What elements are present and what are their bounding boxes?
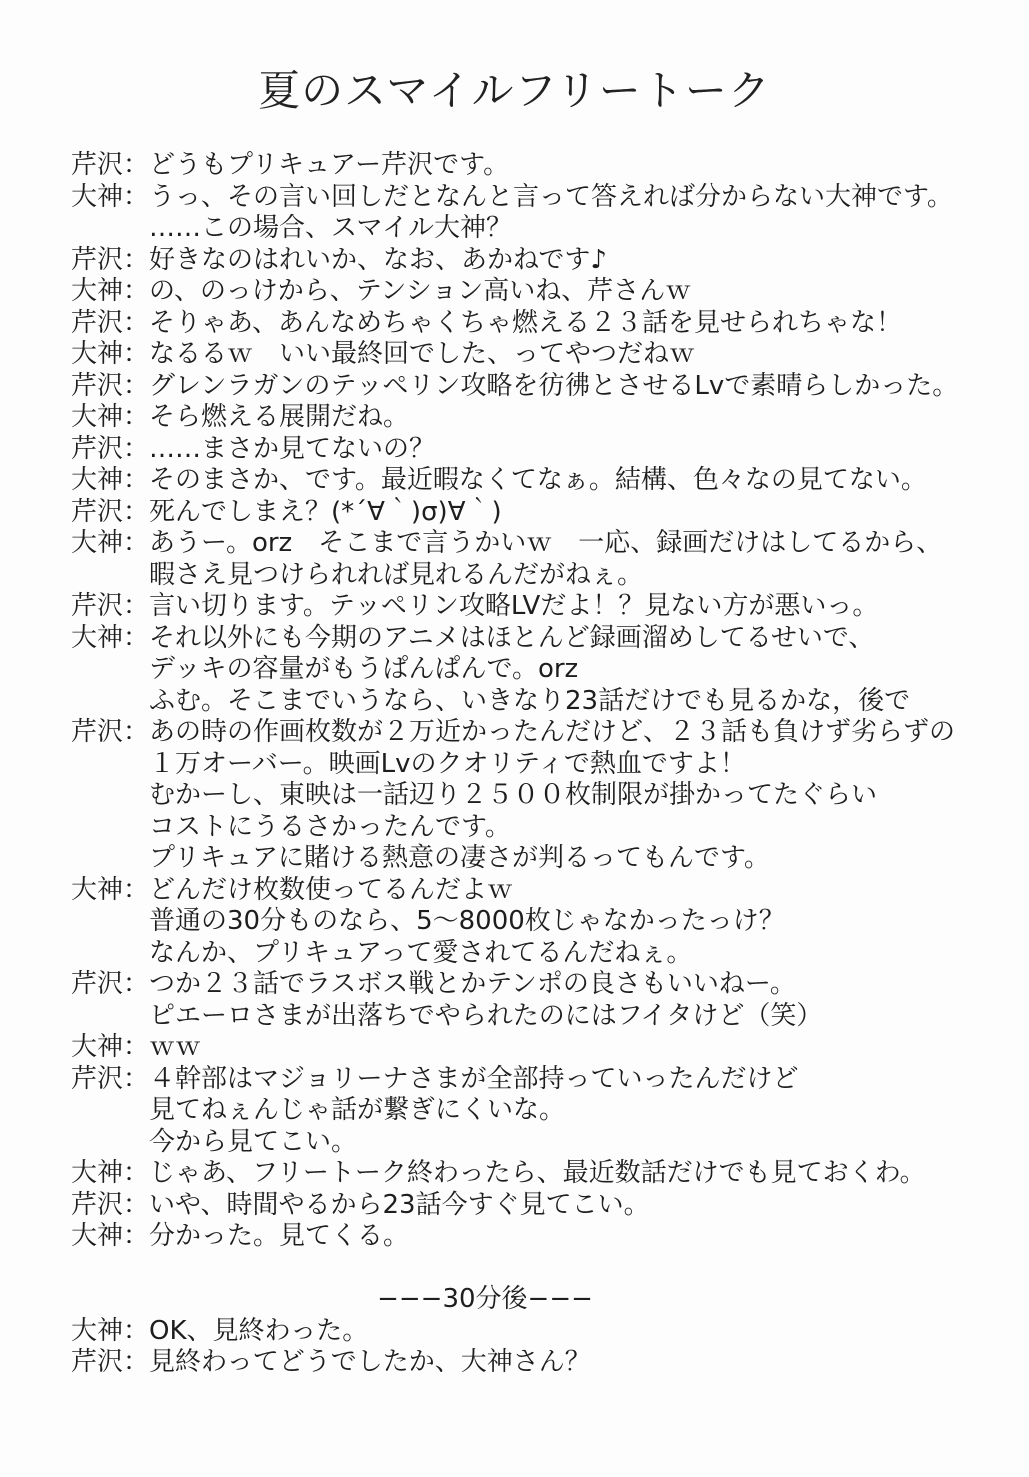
speaker-label: 大神： — [71, 276, 150, 306]
dialogue-line — [71, 969, 1029, 1001]
dialogue-line — [71, 213, 1029, 245]
line-text: 今から見てこい。 — [149, 1126, 358, 1157]
dialogue-block — [71, 150, 1029, 1379]
dialogue-line — [71, 1221, 1029, 1253]
page-title: 夏のスマイルフリートーク — [258, 66, 771, 115]
speaker-label: 大神： — [71, 402, 150, 432]
line-text: あうー。orz そこまで言うかいｗ 一応、録画だけはしてるから、 — [149, 528, 943, 558]
dialogue-line — [71, 1095, 1029, 1127]
scene-divider: −−−30分後−−− — [377, 1284, 593, 1314]
dialogue-line — [71, 591, 1029, 623]
speaker-label: 大神： — [71, 339, 150, 369]
line-text: ……まさか見てないの？ — [149, 433, 436, 464]
speaker-label — [71, 1001, 149, 1033]
line-text: 分かった。見てくる。 — [149, 1221, 410, 1251]
line-text: の、のっけから、テンション高いね、芹さんｗ — [149, 276, 692, 306]
speaker-label: 芹沢： — [71, 496, 150, 527]
line-text: そら燃える展開だね。 — [149, 402, 410, 432]
dialogue-line — [71, 686, 1029, 718]
line-text: なるるｗ いい最終回でした、ってやつだねｗ — [149, 339, 696, 369]
speaker-label — [71, 749, 149, 781]
dialogue-line — [71, 1347, 1029, 1379]
speaker-label: 芹沢： — [71, 969, 150, 999]
dialogue-line — [71, 560, 1029, 592]
speaker-label — [71, 1095, 149, 1127]
dialogue-line — [71, 1001, 1029, 1033]
speaker-label: 芹沢： — [71, 307, 150, 338]
dialogue-line — [71, 182, 1029, 214]
line-text: OK、見終わった。 — [149, 1315, 369, 1346]
line-text: ｗｗ — [149, 1032, 202, 1062]
dialogue-line — [71, 906, 1029, 938]
line-text: 暇さえ見つけられれば見れるんだがねぇ。 — [149, 559, 644, 590]
line-text: つか２３話でラスボス戦とかテンポの良さもいいねー。 — [149, 969, 796, 999]
dialogue-line — [71, 245, 1029, 277]
line-text: どんだけ枚数使ってるんだよｗ — [149, 874, 514, 905]
line-text: そのまさか、です。最近暇なくてなぁ。結構、色々なの見てない。 — [149, 465, 927, 495]
dialogue-line — [71, 1158, 1029, 1190]
speaker-label — [71, 1127, 149, 1159]
dialogue-line — [71, 875, 1029, 907]
dialogue-line — [71, 780, 1029, 812]
dialogue-line — [71, 276, 1029, 308]
line-text: ピエーロさまが出落ちでやられたのにはフイタけど（笑） — [149, 1000, 823, 1031]
line-text: ……この場合、スマイル大神？ — [149, 213, 512, 243]
line-text: それ以外にも今期のアニメはほとんど録画溜めしてるせいで、 — [149, 622, 875, 653]
line-text: 見終わってどうでしたか、大神さん？ — [149, 1347, 591, 1377]
dialogue-line — [71, 938, 1029, 970]
speaker-label: 大神： — [71, 465, 150, 495]
speaker-label — [71, 938, 149, 970]
line-text: １万オーバー。映画Lvのクオリティで熱血ですよ！ — [149, 748, 746, 779]
speaker-label: 芹沢： — [71, 150, 150, 180]
speaker-label: 芹沢： — [71, 717, 150, 747]
speaker-label — [71, 812, 149, 844]
line-text: 死んでしまえ？(*´∀｀)σ)∀｀) — [149, 496, 502, 527]
speaker-label: 大神： — [71, 1032, 150, 1062]
speaker-label: 大神： — [71, 874, 150, 905]
speaker-label: 大神： — [71, 181, 150, 212]
line-text: じゃあ、フリートーク終わったら、最近数話だけでも見ておくわ。 — [149, 1158, 926, 1188]
line-text: なんか、プリキュアって愛されてるんだねぇ。 — [149, 937, 693, 968]
dialogue-line — [71, 339, 1029, 371]
line-text: うっ、その言い回しだとなんと言って答えれば分からない大神です。 — [149, 181, 953, 212]
line-text: 見てねぇんじゃ話が繋ぎにくいな。 — [149, 1095, 566, 1125]
line-text: どうもプリキュアー芹沢です。 — [149, 150, 510, 180]
speaker-label — [71, 906, 149, 938]
dialogue-line — [71, 843, 1029, 875]
dialogue-line — [71, 402, 1029, 434]
speaker-label: 大神： — [71, 528, 150, 558]
dialogue-line — [71, 654, 1029, 686]
dialogue-line — [71, 1127, 1029, 1159]
line-text: コストにうるさかったんです。 — [149, 811, 511, 842]
line-text: あの時の作画枚数が２万近かったんだけど、２３話も負けず劣らずの — [149, 717, 956, 747]
line-text: 言い切ります。テッペリン攻略LVだよ！？見ない方が悪いっ。 — [149, 591, 879, 621]
line-text: デッキの容量がもうぱんぱんで。orz — [149, 654, 579, 684]
speaker-label: 芹沢： — [71, 591, 150, 621]
speaker-label: 芹沢： — [71, 370, 150, 401]
line-text: ４幹部はマジョリーナさまが全部持っていったんだけど — [149, 1063, 799, 1094]
speaker-label — [71, 780, 149, 812]
dialogue-line — [71, 434, 1029, 466]
dialogue-line — [71, 150, 1029, 182]
speaker-label: 大神： — [71, 1221, 150, 1251]
dialogue-line — [71, 1032, 1029, 1064]
speaker-label — [71, 560, 149, 592]
speaker-label: 芹沢： — [71, 1347, 150, 1377]
speaker-label: 芹沢： — [71, 1063, 150, 1094]
dialogue-line — [71, 749, 1029, 781]
dialogue-line — [71, 497, 1029, 529]
speaker-label — [71, 686, 149, 718]
line-text: ふむ。そこまでいうなら、いきなり23話だけでも見るかな，後で — [149, 685, 911, 716]
speaker-label — [71, 213, 149, 245]
dialogue-line — [71, 1064, 1029, 1096]
dialogue-line — [71, 717, 1029, 749]
speaker-label: 大神： — [71, 1158, 150, 1188]
speaker-label: 芹沢： — [71, 433, 150, 464]
dialogue-line — [71, 371, 1029, 403]
line-text: 普通の30分ものなら、5〜8000枚じゃなかったっけ？ — [149, 906, 785, 936]
line-text: むかーし、東映は一話辺り２５００枚制限が掛かってたぐらい — [149, 780, 878, 810]
line-text: グレンラガンのテッペリン攻略を彷彿とさせるLvで素晴らしかった。 — [149, 370, 959, 401]
dialogue-line — [71, 623, 1029, 655]
speaker-label — [71, 654, 149, 686]
speaker-label: 芹沢： — [71, 1189, 150, 1220]
dialogue-line — [71, 1316, 1029, 1348]
dialogue-line — [71, 1190, 1029, 1222]
dialogue-line — [71, 528, 1029, 560]
line-text: そりゃあ、あんなめちゃくちゃ燃える２３話を見せられちゃな！ — [149, 307, 902, 338]
blank-line — [71, 1253, 1029, 1285]
line-text: 好きなのはれいか、なお、あかねです♪ — [149, 244, 607, 275]
line-text: いや、時間やるから23話今すぐ見てこい。 — [149, 1189, 650, 1220]
dialogue-line — [71, 465, 1029, 497]
speaker-label: 大神： — [71, 622, 150, 653]
dialogue-line — [71, 812, 1029, 844]
dialogue-line — [71, 308, 1029, 340]
line-text: プリキュアに賭ける熱意の凄さが判るってもんです。 — [149, 843, 770, 873]
speaker-label: 大神： — [71, 1315, 150, 1346]
speaker-label: 芹沢： — [71, 244, 150, 275]
speaker-label — [71, 843, 149, 875]
